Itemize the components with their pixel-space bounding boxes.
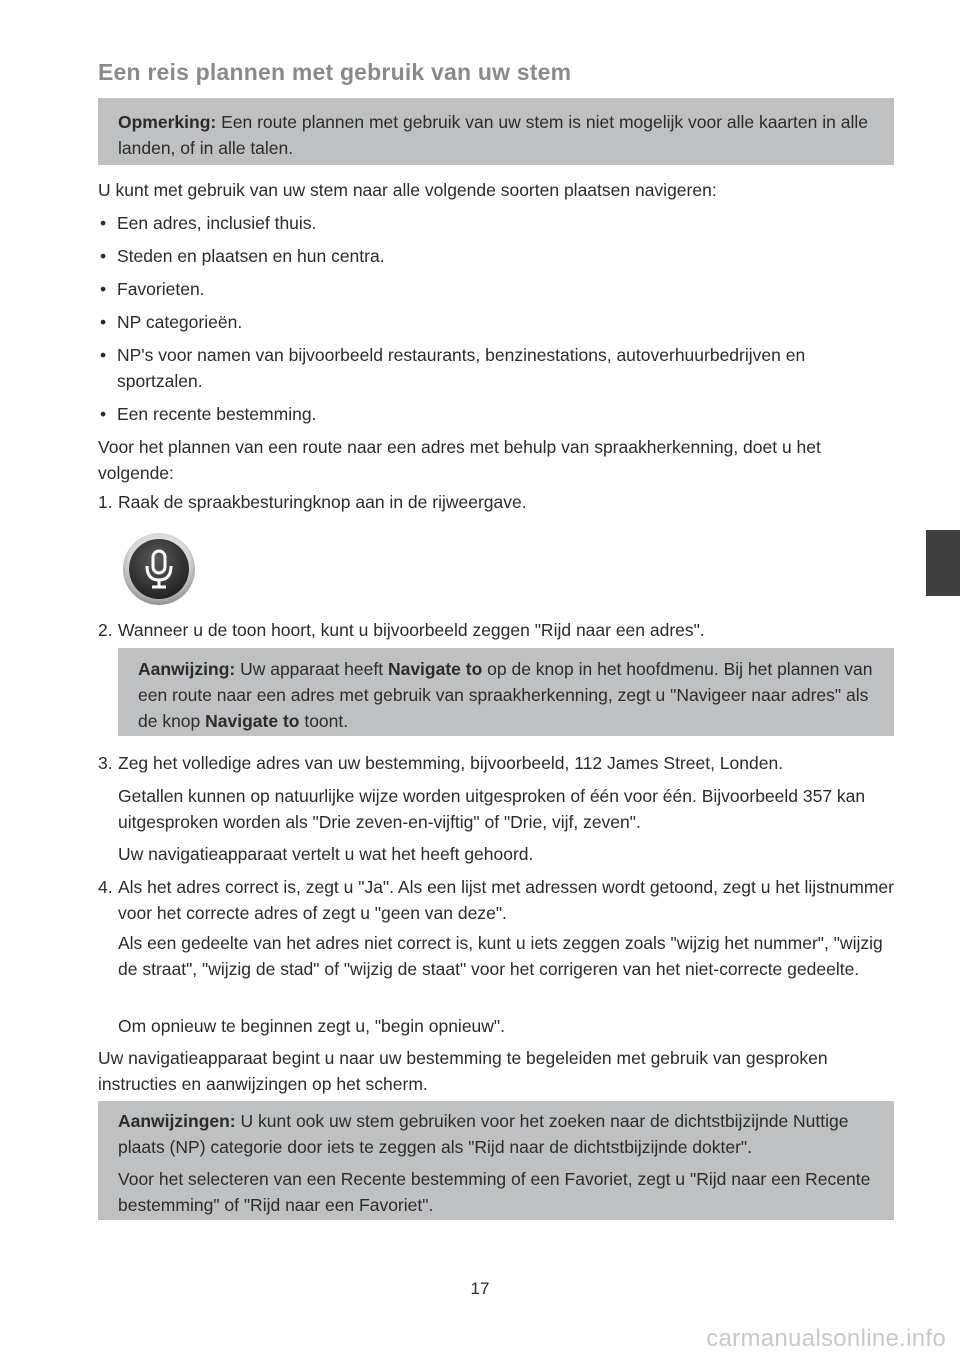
list-item: • Favorieten.: [98, 276, 894, 302]
step-number: 2.: [98, 620, 113, 640]
section-tab: [926, 530, 960, 596]
tip-text: toont.: [299, 711, 349, 731]
tips-text: U kunt ook uw stem gebruiken voor het zoeken naar de dichtstbijzijnde Nuttige plaats (NP) categorie door iets te zeggen als "Rijd naar de dichtstbijzijnde dokter".: [118, 1111, 849, 1157]
list-item: • Steden en plaatsen en hun centra.: [98, 243, 894, 269]
page-number: 17: [470, 1279, 490, 1298]
list-item: • Een adres, inclusief thuis.: [98, 210, 894, 236]
voice-control-button: [122, 532, 196, 606]
step-number: 3.: [98, 753, 113, 773]
closing-text: Uw navigatieapparaat begint u naar uw bestemming te begeleiden met gebruik van gesproken instructies en aanwijzingen op het scherm.: [98, 1048, 828, 1094]
step-text: Wanneer u de toon hoort, kunt u bijvoorbeeld zeggen "Rijd naar een adres".: [118, 620, 705, 640]
note-box: [98, 98, 894, 165]
step-paragraph: Om opnieuw te beginnen zegt u, "begin opnieuw".: [118, 1016, 505, 1036]
list-item: • Een recente bestemming.: [98, 401, 894, 427]
step-4: [98, 874, 894, 926]
microphone-icon: [122, 532, 196, 606]
step-paragraph: Als een gedeelte van het adres niet correct is, kunt u iets zeggen zoals "wijzig het nummer", "wijzig de straat", "wijzig de stad" of "wijzig de staat" voor het corrigeren van het niet-correcte gedeelte.: [118, 933, 883, 979]
step-number: 1.: [98, 492, 113, 512]
tip-bold: Navigate to: [205, 711, 300, 731]
tips-label: Aanwijzingen:: [118, 1111, 236, 1131]
tip-text: Uw apparaat heeft: [235, 659, 388, 679]
tip-label: Aanwijzing:: [138, 659, 236, 679]
bullet-list: [98, 210, 894, 427]
intro-text: U kunt met gebruik van uw stem naar alle volgende soorten plaatsen navigeren:: [98, 180, 717, 200]
step-paragraph: Uw navigatieapparaat vertelt u wat het heeft gehoord.: [118, 844, 534, 864]
lead-text: Voor het plannen van een route naar een adres met behulp van spraakherkenning, doet u het volgende:: [98, 437, 821, 483]
tips-box: [98, 1101, 894, 1220]
step-text: Zeg het volledige adres van uw bestemming, bijvoorbeeld, 112 James Street, Londen.: [118, 753, 784, 773]
step-paragraph: Getallen kunnen op natuurlijke wijze worden uitgesproken of één voor één. Bijvoorbeeld 357 kan uitgesproken worden als "Drie zeven-en-vijftig" of "Drie, vijf, zeven".: [118, 786, 866, 832]
note-text: Een route plannen met gebruik van uw stem is niet mogelijk voor alle kaarten in alle landen, of in alle talen.: [118, 112, 868, 158]
watermark: carmanualsonline.info: [706, 1325, 946, 1352]
step-number: 4.: [98, 877, 113, 897]
tip-bold: Navigate to: [387, 659, 483, 679]
tips-text: Voor het selecteren van een Recente bestemming of een Favoriet, zegt u "Rijd naar een Recente bestemming" of "Rijd naar een Favoriet".: [118, 1169, 871, 1215]
step-3: [98, 750, 894, 776]
list-item: • NP categorieën.: [98, 309, 894, 335]
tip-text: op de knop in het hoofdmenu. Bij het plannen van een route naar een adres met gebruik van spraakherkenning, zegt u "Navigeer naar adres" als de knop: [138, 659, 873, 731]
list-item: • NP's voor namen van bijvoorbeeld restaurants, benzinestations, autoverhuurbedrijven en sportzalen.: [98, 342, 894, 394]
step-text: Raak de spraakbesturingknop aan in de rijweergave.: [118, 492, 527, 512]
step-2: [98, 617, 894, 643]
step-1: [98, 489, 894, 515]
tip-box: [118, 648, 894, 736]
note-label: Opmerking:: [118, 112, 217, 132]
page-title: Een reis plannen met gebruik van uw stem: [98, 59, 572, 85]
step-text: Als het adres correct is, zegt u "Ja". Als een lijst met adressen wordt getoond, zegt u het lijstnummer voor het correcte adres of zegt u "geen van deze".: [118, 877, 894, 923]
